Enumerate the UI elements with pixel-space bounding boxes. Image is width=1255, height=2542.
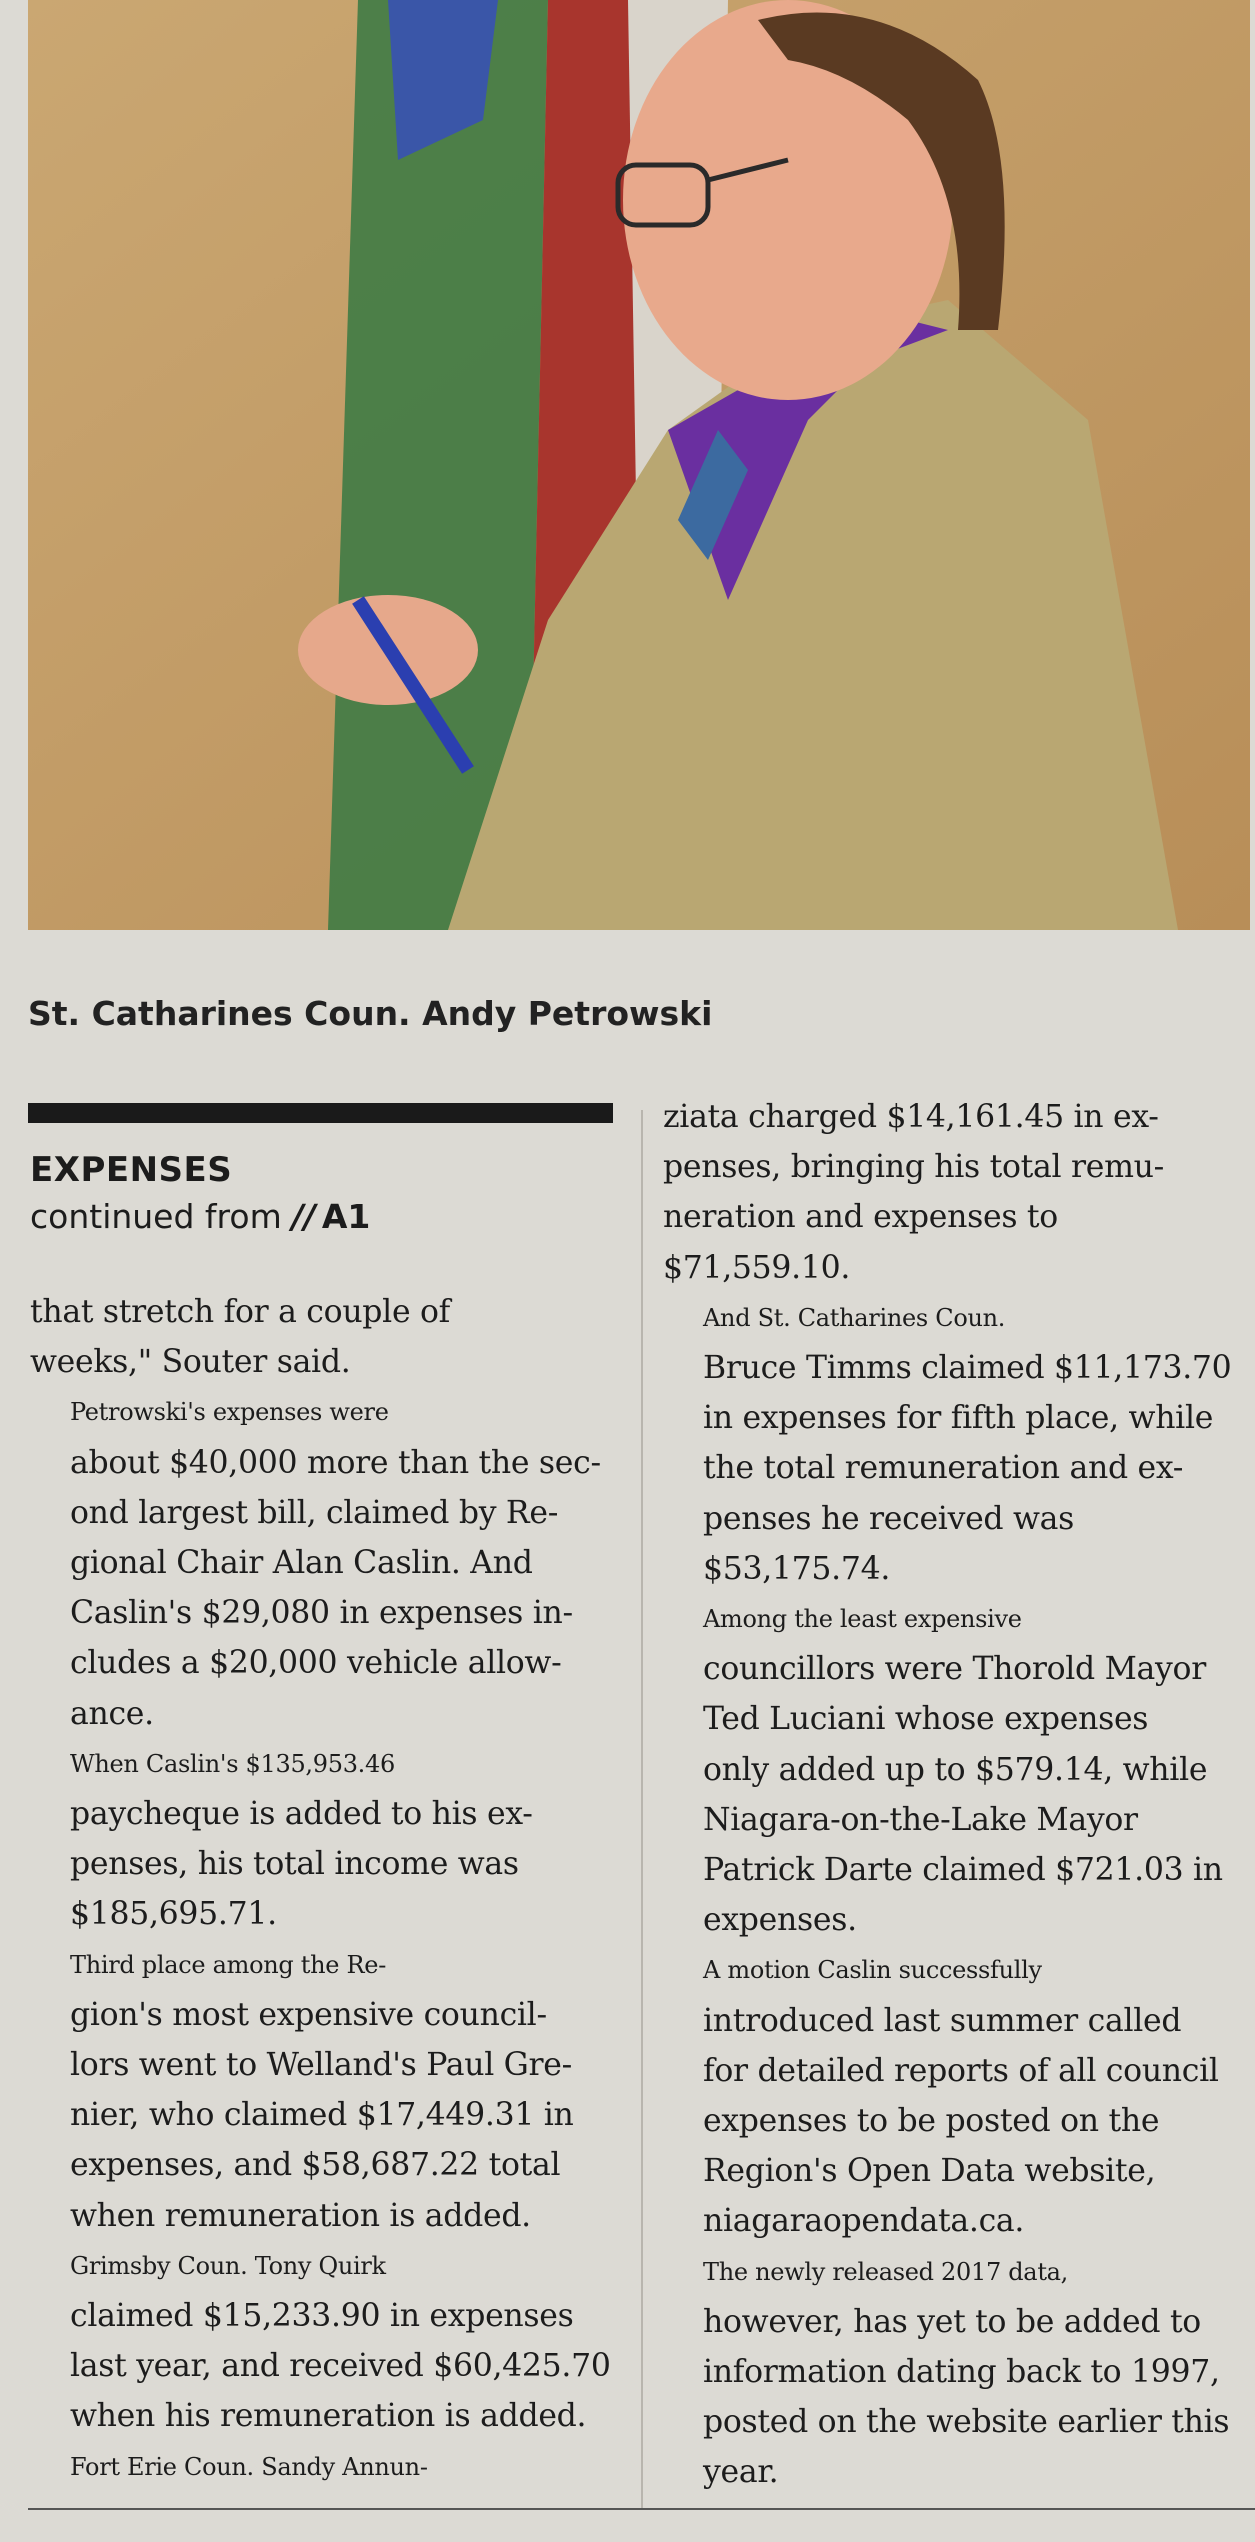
text-line: Fort Erie Coun. Sandy Annun- — [70, 2452, 428, 2481]
text-line: the total remuneration and ex- — [703, 1450, 1184, 1487]
continued-page: A1 — [321, 1197, 371, 1236]
text-line: ond largest bill, claimed by Re- — [70, 1494, 559, 1531]
text-line: Patrick Darte claimed $721.03 in — [703, 1852, 1223, 1889]
text-line: nier, who claimed $17,449.31 in — [70, 2097, 574, 2134]
text-line: Caslin's $29,080 in expenses in- — [70, 1595, 573, 1632]
article-paragraph — [30, 1940, 630, 2241]
article-paragraph — [30, 1287, 630, 1387]
text-line: Petrowski's expenses were — [70, 1398, 389, 1427]
text-line: about $40,000 more than the sec- — [70, 1444, 601, 1481]
text-line: that stretch for a couple of — [30, 1294, 451, 1330]
text-line: in expenses for fifth place, while — [703, 1400, 1214, 1437]
text-line: penses, bringing his total remu- — [663, 1149, 1164, 1186]
text-line: Among the least expensive — [703, 1605, 1022, 1634]
photo-caption: St. Catharines Coun. Andy Petrowski — [28, 994, 713, 1033]
text-line: expenses, and $58,687.22 total — [70, 2147, 561, 2184]
text-line: introduced last summer called — [703, 2002, 1182, 2039]
text-line: information dating back to 1997, — [703, 2354, 1220, 2391]
text-line: when remuneration is added. — [70, 2197, 531, 2234]
text-line: A motion Caslin successfully — [703, 1956, 1042, 1985]
article-paragraph — [30, 1387, 630, 1738]
article-paragraph — [663, 1594, 1255, 1945]
text-line: penses he received was — [703, 1500, 1075, 1537]
text-line: ance. — [70, 1695, 154, 1732]
article-paragraph — [30, 2442, 630, 2492]
text-line: however, has yet to be added to — [703, 2303, 1201, 2340]
section-title: EXPENSES — [30, 1150, 233, 1190]
article-paragraph — [663, 2247, 1255, 2498]
text-line: penses, his total income was — [70, 1846, 519, 1883]
text-line: And St. Catharines Coun. — [703, 1303, 1006, 1332]
text-line: gion's most expensive council- — [70, 1996, 547, 2033]
text-line: expenses to be posted on the — [703, 2103, 1160, 2140]
continued-label: continued from — [30, 1197, 282, 1236]
text-line: councillors were Thorold Mayor — [703, 1651, 1206, 1688]
footer-rule — [28, 2508, 1255, 2510]
text-line: Niagara-on-the-Lake Mayor — [703, 1801, 1138, 1838]
text-line: claimed $15,233.90 in expenses — [70, 2298, 574, 2335]
section-header — [30, 1148, 370, 1242]
article-paragraph — [663, 1092, 1255, 1293]
text-line: only added up to $579.14, while — [703, 1751, 1208, 1788]
text-line: Ted Luciani whose expenses — [703, 1701, 1149, 1738]
text-line: Grimsby Coun. Tony Quirk — [70, 2251, 386, 2280]
text-line: ziata charged $14,161.45 in ex- — [663, 1099, 1159, 1135]
text-line: weeks," Souter said. — [30, 1344, 351, 1381]
text-line: The newly released 2017 data, — [703, 2257, 1068, 2286]
text-line: $71,559.10. — [663, 1249, 851, 1286]
text-line: niagaraopendata.ca. — [703, 2203, 1025, 2240]
column-divider — [641, 1110, 643, 2510]
text-line: year. — [703, 2454, 779, 2491]
article-paragraph — [30, 1739, 630, 1940]
text-line: neration and expenses to — [663, 1199, 1058, 1236]
text-line: for detailed reports of all council — [703, 2052, 1219, 2089]
text-line: Region's Open Data website, — [703, 2153, 1156, 2190]
text-line: cludes a $20,000 vehicle allow- — [70, 1645, 562, 1682]
text-line: Bruce Timms claimed $11,173.70 — [703, 1350, 1232, 1387]
section-rule — [28, 1103, 613, 1123]
article-paragraph — [30, 2241, 630, 2442]
article-paragraph — [663, 1293, 1255, 1594]
text-line: expenses. — [703, 1902, 857, 1939]
text-line: lors went to Welland's Paul Gre- — [70, 2047, 572, 2084]
continued-from — [30, 1192, 370, 1242]
text-line: Third place among the Re- — [70, 1950, 387, 1979]
photo-illustration — [28, 0, 1250, 930]
text-line: $53,175.74. — [703, 1550, 891, 1587]
text-line: posted on the website earlier this — [703, 2404, 1230, 2441]
text-line: $185,695.71. — [70, 1896, 277, 1933]
text-line: last year, and received $60,425.70 — [70, 2348, 611, 2385]
text-line: paycheque is added to his ex- — [70, 1796, 533, 1833]
text-line: When Caslin's $135,953.46 — [70, 1749, 395, 1778]
article-paragraph — [663, 1945, 1255, 2246]
portrait-photo — [28, 0, 1250, 930]
article-column-left — [30, 1287, 630, 2492]
article-column-right — [663, 1092, 1255, 2498]
text-line: when his remuneration is added. — [70, 2398, 587, 2435]
continued-slashes: // — [291, 1197, 316, 1236]
text-line: gional Chair Alan Caslin. And — [70, 1545, 533, 1582]
